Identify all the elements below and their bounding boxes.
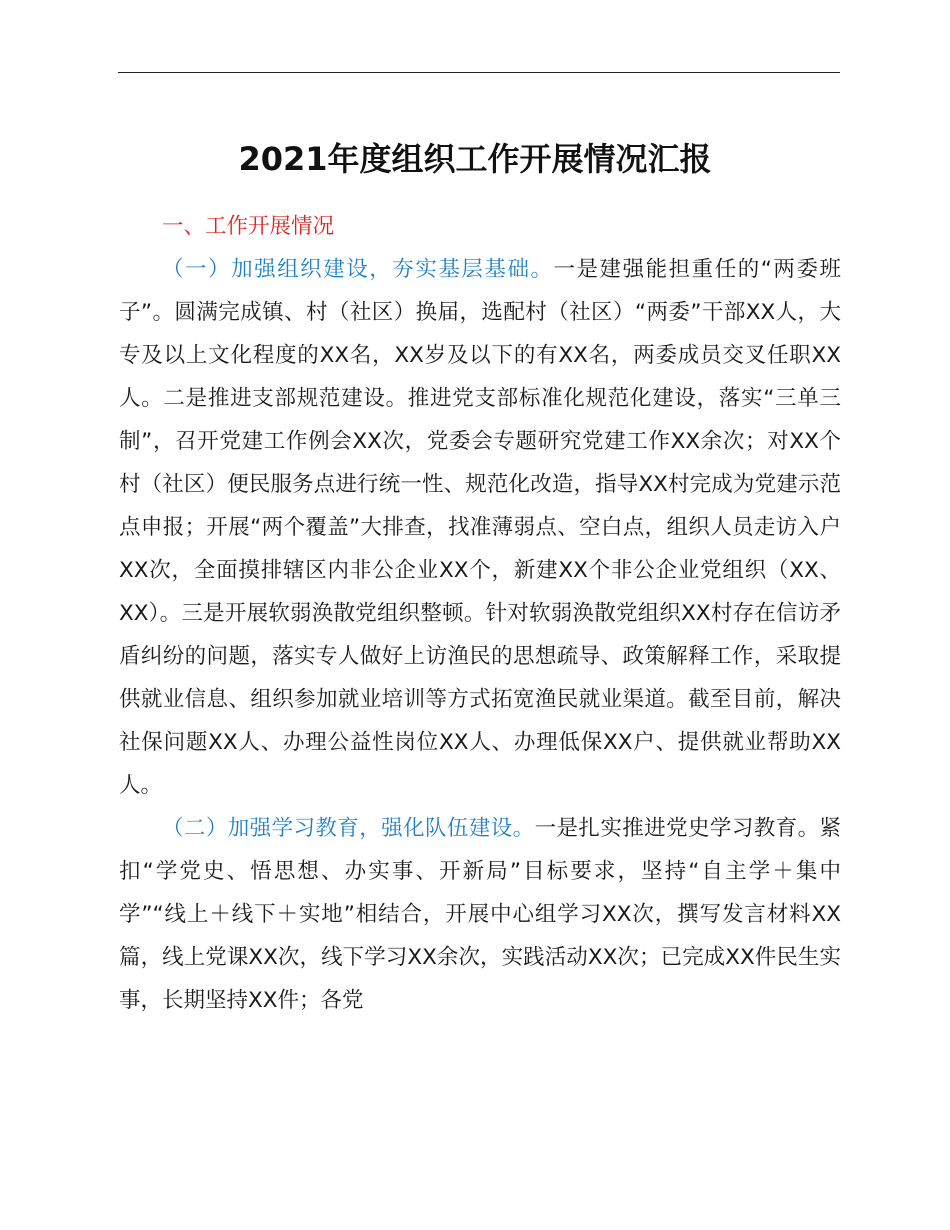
paragraph-lead: （二）加强学习教育，强化队伍建设。 (162, 816, 535, 841)
header-rule (118, 72, 840, 73)
paragraph-text: 一是扎实推进党史学习教育。紧扣“学党史、悟思想、办实事、开新局”目标要求，坚持“自主学＋集中学”“线上＋线下＋实地”相结合，开展中心组学习XX次，撰写发言材料XX篇，线上党课XX次，线下学习XX余次，实践活动XX次；已完成XX件民生实事，长期坚持XX件；各党 (119, 816, 841, 1013)
document-body (119, 205, 841, 1022)
paragraph-organization (119, 248, 841, 807)
document-title: 2021年度组织工作开展情况汇报 (238, 140, 712, 178)
section-heading (119, 205, 841, 248)
paragraph-study (119, 807, 841, 1022)
section-heading-text: 一、工作开展情况 (162, 214, 335, 239)
paragraph-lead: （一）加强组织建设，夯实基层基础。 (162, 257, 554, 282)
paragraph-text: 一是建强能担重任的“两委班子”。圆满完成镇、村（社区）换届，选配村（社区）“两委”干部XX人，大专及以上文化程度的XX名，XX岁及以下的有XX名，两委成员交叉任职XX人。二是推进支部规范建设。推进党支部标准化规范化建设，落实“三单三制”，召开党建工作例会XX次，党委会专题研究党建工作XX余次；对XX个村（社区）便民服务点进行统一性、规范化改造，指导XX村完成为党建示范点申报；开展“两个覆盖”大排查，找准薄弱点、空白点，组织人员走访入户XX次，全面摸排辖区内非公企业XX个，新建XX个非公企业党组织（XX、XX）。三是开展软弱涣散党组织整顿。针对软弱涣散党组织XX村存在信访矛盾纠纷的问题，落实专人做好上访渔民的思想疏导、政策解释工作，采取提供就业信息、组织参加就业培训等方式拓宽渔民就业渠道。截至目前，解决社保问题XX人、办理公益性岗位XX人、办理低保XX户、提供就业帮助XX人。 (119, 257, 841, 798)
